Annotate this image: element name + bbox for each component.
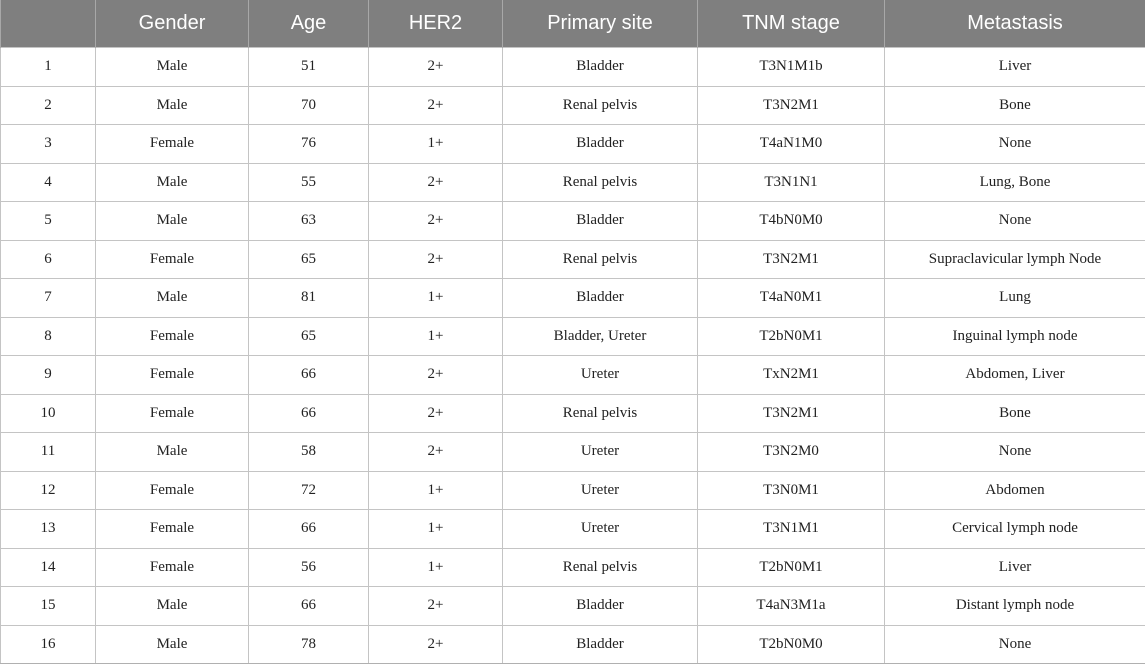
cell-index: 11 [1, 433, 96, 472]
cell-gender: Female [96, 471, 249, 510]
cell-index: 3 [1, 125, 96, 164]
cell-metastasis: Lung [885, 279, 1145, 318]
cell-tnm-stage: T3N1M1 [698, 510, 885, 549]
cell-primary-site: Renal pelvis [503, 394, 698, 433]
cell-age: 56 [249, 548, 369, 587]
cell-her2: 2+ [369, 625, 503, 664]
cell-tnm-stage: T3N2M1 [698, 394, 885, 433]
cell-gender: Male [96, 279, 249, 318]
cell-tnm-stage: T3N2M1 [698, 240, 885, 279]
cell-age: 72 [249, 471, 369, 510]
cell-age: 78 [249, 625, 369, 664]
cell-index: 2 [1, 86, 96, 125]
cell-gender: Male [96, 433, 249, 472]
cell-tnm-stage: T3N1N1 [698, 163, 885, 202]
cell-index: 7 [1, 279, 96, 318]
cell-metastasis: Distant lymph node [885, 587, 1145, 626]
cell-metastasis: Inguinal lymph node [885, 317, 1145, 356]
table-body [1, 48, 1145, 664]
cell-primary-site: Ureter [503, 433, 698, 472]
cell-age: 81 [249, 279, 369, 318]
cell-her2: 2+ [369, 163, 503, 202]
cell-primary-site: Renal pelvis [503, 548, 698, 587]
table-row [1, 48, 1145, 87]
cell-index: 5 [1, 202, 96, 241]
cell-gender: Male [96, 163, 249, 202]
cell-gender: Male [96, 48, 249, 87]
table-row [1, 510, 1145, 549]
header-cell-index [1, 0, 96, 48]
cell-her2: 2+ [369, 587, 503, 626]
cell-her2: 2+ [369, 394, 503, 433]
cell-metastasis: Lung, Bone [885, 163, 1145, 202]
cell-gender: Female [96, 356, 249, 395]
table-header [1, 0, 1145, 48]
header-cell-tnm-stage: TNM stage [698, 0, 885, 48]
cell-her2: 2+ [369, 86, 503, 125]
cell-gender: Female [96, 394, 249, 433]
cell-index: 13 [1, 510, 96, 549]
cell-metastasis: Liver [885, 548, 1145, 587]
table-row [1, 163, 1145, 202]
header-row [1, 0, 1145, 48]
cell-age: 63 [249, 202, 369, 241]
cell-index: 1 [1, 48, 96, 87]
cell-age: 76 [249, 125, 369, 164]
table-row [1, 433, 1145, 472]
cell-her2: 1+ [369, 471, 503, 510]
header-cell-age: Age [249, 0, 369, 48]
cell-metastasis: Bone [885, 394, 1145, 433]
cell-gender: Male [96, 86, 249, 125]
table-row [1, 125, 1145, 164]
cell-primary-site: Ureter [503, 471, 698, 510]
cell-her2: 2+ [369, 48, 503, 87]
cell-tnm-stage: TxN2M1 [698, 356, 885, 395]
table-row [1, 625, 1145, 664]
cell-tnm-stage: T3N2M0 [698, 433, 885, 472]
table-row [1, 202, 1145, 241]
cell-her2: 1+ [369, 125, 503, 164]
table-row [1, 394, 1145, 433]
cell-primary-site: Renal pelvis [503, 86, 698, 125]
cell-metastasis: Cervical lymph node [885, 510, 1145, 549]
cell-age: 66 [249, 587, 369, 626]
cell-gender: Female [96, 510, 249, 549]
cell-gender: Male [96, 202, 249, 241]
cell-index: 14 [1, 548, 96, 587]
cell-age: 65 [249, 240, 369, 279]
cell-gender: Female [96, 240, 249, 279]
cell-tnm-stage: T3N0M1 [698, 471, 885, 510]
cell-tnm-stage: T3N2M1 [698, 86, 885, 125]
cell-index: 12 [1, 471, 96, 510]
cell-primary-site: Ureter [503, 510, 698, 549]
cell-primary-site: Bladder [503, 202, 698, 241]
cell-metastasis: None [885, 202, 1145, 241]
cell-gender: Male [96, 587, 249, 626]
cell-gender: Male [96, 625, 249, 664]
table-row [1, 356, 1145, 395]
cell-primary-site: Bladder [503, 125, 698, 164]
cell-gender: Female [96, 317, 249, 356]
cell-metastasis: Supraclavicular lymph Node [885, 240, 1145, 279]
header-cell-her2: HER2 [369, 0, 503, 48]
cell-age: 65 [249, 317, 369, 356]
table-row [1, 548, 1145, 587]
cell-index: 10 [1, 394, 96, 433]
cell-metastasis: Abdomen, Liver [885, 356, 1145, 395]
cell-her2: 1+ [369, 548, 503, 587]
cell-primary-site: Bladder [503, 279, 698, 318]
cell-tnm-stage: T4aN1M0 [698, 125, 885, 164]
cell-age: 66 [249, 356, 369, 395]
header-cell-metastasis: Metastasis [885, 0, 1145, 48]
cell-her2: 2+ [369, 433, 503, 472]
cell-primary-site: Bladder [503, 625, 698, 664]
cell-index: 9 [1, 356, 96, 395]
cell-index: 6 [1, 240, 96, 279]
cell-metastasis: None [885, 433, 1145, 472]
cell-age: 58 [249, 433, 369, 472]
cell-tnm-stage: T2bN0M0 [698, 625, 885, 664]
cell-her2: 2+ [369, 356, 503, 395]
cell-her2: 2+ [369, 202, 503, 241]
table-row [1, 317, 1145, 356]
cell-metastasis: None [885, 625, 1145, 664]
cell-age: 66 [249, 510, 369, 549]
cell-index: 16 [1, 625, 96, 664]
cell-tnm-stage: T4bN0M0 [698, 202, 885, 241]
cell-gender: Female [96, 125, 249, 164]
cell-primary-site: Bladder [503, 48, 698, 87]
cell-tnm-stage: T2bN0M1 [698, 317, 885, 356]
cell-her2: 1+ [369, 317, 503, 356]
cell-metastasis: Abdomen [885, 471, 1145, 510]
header-cell-primary-site: Primary site [503, 0, 698, 48]
cell-primary-site: Renal pelvis [503, 163, 698, 202]
cell-age: 66 [249, 394, 369, 433]
table-row [1, 279, 1145, 318]
cell-index: 4 [1, 163, 96, 202]
cell-index: 8 [1, 317, 96, 356]
cell-tnm-stage: T4aN0M1 [698, 279, 885, 318]
cell-metastasis: None [885, 125, 1145, 164]
cell-her2: 1+ [369, 510, 503, 549]
table-row [1, 587, 1145, 626]
header-cell-gender: Gender [96, 0, 249, 48]
cell-primary-site: Bladder [503, 587, 698, 626]
cell-metastasis: Liver [885, 48, 1145, 87]
cell-her2: 1+ [369, 279, 503, 318]
table-row [1, 471, 1145, 510]
table-row [1, 240, 1145, 279]
cell-primary-site: Ureter [503, 356, 698, 395]
cell-age: 55 [249, 163, 369, 202]
cell-tnm-stage: T2bN0M1 [698, 548, 885, 587]
cell-gender: Female [96, 548, 249, 587]
cell-tnm-stage: T3N1M1b [698, 48, 885, 87]
cell-tnm-stage: T4aN3M1a [698, 587, 885, 626]
cell-her2: 2+ [369, 240, 503, 279]
table-row [1, 86, 1145, 125]
cell-age: 70 [249, 86, 369, 125]
cell-primary-site: Renal pelvis [503, 240, 698, 279]
cell-age: 51 [249, 48, 369, 87]
cell-metastasis: Bone [885, 86, 1145, 125]
cell-index: 15 [1, 587, 96, 626]
cell-primary-site: Bladder, Ureter [503, 317, 698, 356]
